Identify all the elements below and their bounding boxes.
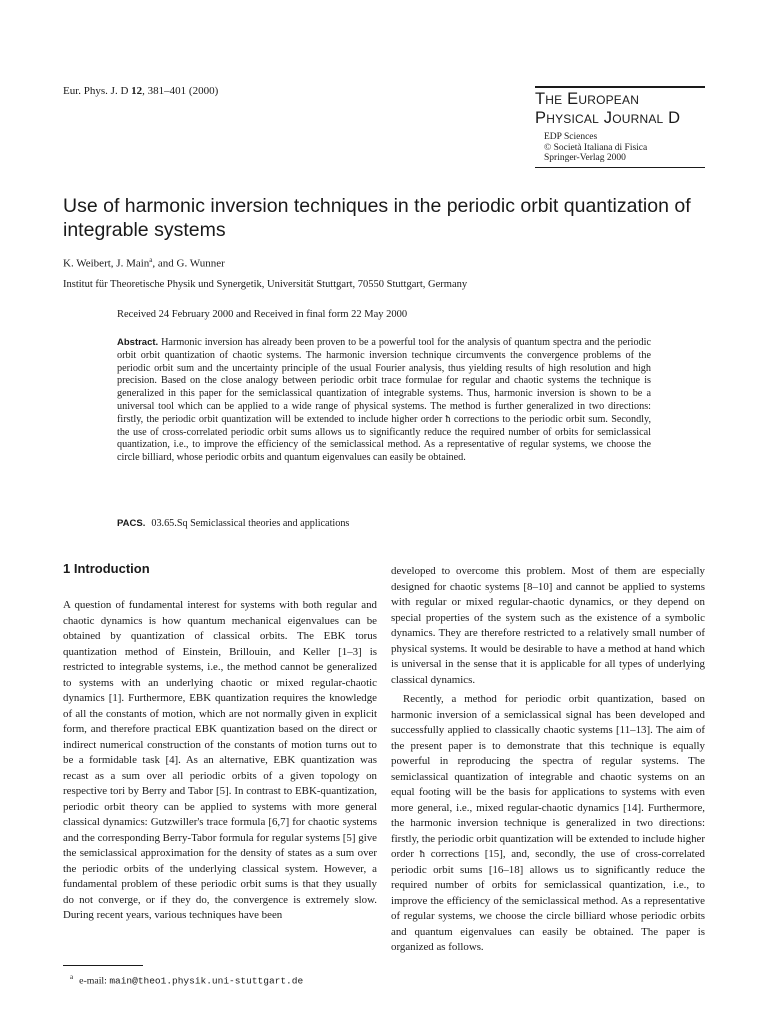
author-footnote-mark: a — [149, 256, 153, 264]
section-heading-introduction: 1 Introduction — [63, 561, 150, 576]
left-column-text: A question of fundamental interest for systems with both regular and chaotic dynamics is how quantum mechanical eigenvalues can be obtained by quantization of classical orbits. The EBK torus quantization method of Einstein, Brillouin, and Keller [1–3] is restricted to integrable systems, i.e., the method cannot be generalized to systems with an underlying chaotic or mixed regular-chaotic dynamics [1]. Furthermore, EBK quantization requires the knowledge of all the constants of motion, which are not normally given in explicit form, and therefore practical EBK quantization based on the direct or indirect numerical construction of the constants of motion turns out to be a formidable task [4]. As an alternative, EBK quantization was recast as a sum over all periodic orbits of a given topology on respective tori by Berry and Tabor [5]. In contrast to EBK-quantization, periodic orbit theory can be applied to systems with more general classical dynamics: Gutzwiller's trace formula [6,7] for chaotic systems and the corresponding Berry-Tabor formula for regular systems [5] give the semiclassical approximation for the density of states as a sum over the periodic orbits of the underlying classical system. However, a fundamental problem of these periodic orbit sums is that they usually do not converge, or if they do, the convergence is extremely slow. During recent years, various techniques have been — [63, 599, 377, 921]
footnote — [70, 973, 303, 986]
publisher-list — [535, 132, 705, 164]
abstract — [117, 337, 651, 465]
authors-last: , and G. Wunner — [152, 257, 225, 270]
right-column — [391, 564, 705, 956]
publisher-springer: Springer-Verlag 2000 — [544, 153, 626, 163]
affiliation: Institut für Theoretische Physik und Synergetik, Universität Stuttgart, 70550 Stuttgart, Germany — [63, 279, 468, 290]
masthead-top-rule — [535, 86, 705, 88]
pages-year: , 381–401 (2000) — [142, 85, 219, 97]
journal-abbreviation: Eur. Phys. J. D — [63, 85, 129, 97]
pacs-line — [117, 518, 349, 529]
paper-title: Use of harmonic inversion techniques in the periodic orbit quantization of integrable systems — [63, 195, 691, 241]
publisher-sif: © Società Italiana di Fisica — [544, 142, 648, 153]
author-list — [63, 256, 225, 270]
masthead-bottom-rule — [535, 167, 705, 168]
authors-first: K. Weibert, J. Main — [63, 257, 150, 270]
pacs-text: 03.65.Sq Semiclassical theories and applications — [151, 518, 350, 529]
right-column-paragraph-2: Recently, a method for periodic orbit quantization, based on harmonic inversion of a semiclassical signal has been developed and successfully applied to classically chaotic systems [11–13]. The aim of the present paper is to demonstrate that this technique is equally powerful in reproducing the spectra of regular systems. The semiclassical quantization of integrable and chaotic systems on an equal footing will be the basis for applications to systems with even more general, i.e., mixed regular-chaotic dynamics [14]. Furthermore, the harmonic inversion technique is generalized in two directions: firstly, the periodic orbit quantization will be extended to include higher order ħ corrections [15], and, secondly, the use of cross-correlated periodic orbit sums [16–18] allows us to significantly reduce the required number of orbits for semiclassical quantization, i.e., to improve the efficiency of the semiclassical method. As a representative of regular systems, we choose the circle billiard whose periodic orbits and quantum eigenvalues can easily be obtained. The paper is organized as follows. — [391, 693, 705, 953]
footnote-rule — [63, 965, 143, 966]
abstract-label: Abstract. — [117, 337, 159, 348]
footnote-email[interactable]: main@theo1.physik.uni-stuttgart.de — [109, 975, 304, 987]
right-column-paragraph-1: developed to overcome this problem. Most of them are especially designed for chaotic systems [8–10] and cannot be applied to systems with regular or mixed regular-chaotic dynamics, or they depend on special properties of the system such as the existence of a symbolic dynamics. They are therefore restricted to a relatively small number of physical systems. It would be desirable to have a method at hand which is universal in the sense that it is applicable for all types of underlying classical dynamics. — [391, 565, 705, 686]
journal-name-line-1: The European — [535, 90, 640, 108]
received-dates: Received 24 February 2000 and Received in final form 22 May 2000 — [117, 309, 408, 320]
journal-masthead — [535, 86, 705, 168]
footnote-label: e-mail: — [79, 975, 110, 987]
volume-number: 12 — [131, 85, 143, 97]
abstract-text: Harmonic inversion has already been proven to be a powerful tool for the analysis of quantum spectra and the periodic orbit orbit quantization of chaotic systems. The harmonic inversion technique circumvents the convergence problems of the periodic orbit sum and the uncertainty principle of the usual Fourier analysis, thus yielding results of high resolution and high precision. Based on the close analogy between periodic orbit trace formulae for regular and chaotic systems the technique is generalized in this paper for the semiclassical quantization of integrable systems. Thus, harmonic inversion is shown to be a universal tool which can be applied to a wide range of physical systems. The method is further generalized in two directions: firstly, the periodic orbit quantization will be extended to include higher order ħ corrections to the periodic orbit sum. Secondly, the use of cross-correlated periodic orbit sums allows us to significantly reduce the required number of orbits for semiclassical quantization, i.e., to improve the efficiency of the semiclassical method. As a representative of regular systems, we choose the circle billiard, whose periodic orbits and quantum eigenvalues can easily be obtained. — [117, 337, 651, 464]
journal-name-line-2: Physical Journal D — [535, 109, 681, 127]
footnote-mark: a — [70, 973, 74, 981]
citation-line — [63, 85, 218, 97]
publisher-edp: EDP Sciences — [544, 132, 598, 142]
pacs-label: PACS. — [117, 518, 146, 529]
